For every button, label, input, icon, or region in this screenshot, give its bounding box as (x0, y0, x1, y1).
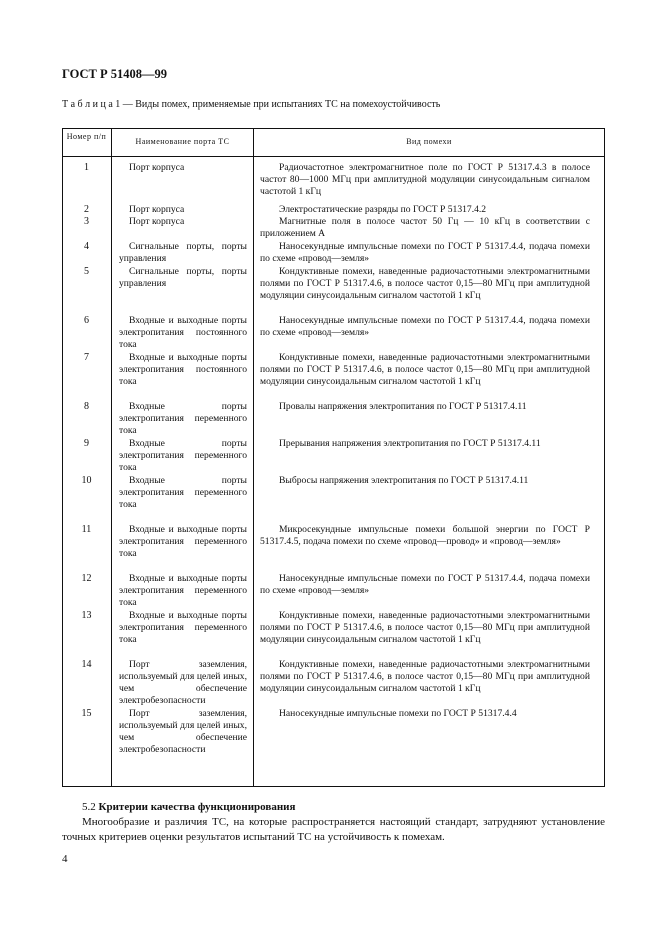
row-port-name: Порт заземления, используемый для целей иных, чем обеспечение электробезопасности (119, 708, 247, 755)
row-number: 3 (84, 216, 89, 227)
standard-header: ГОСТ Р 51408—99 (62, 67, 168, 81)
row-port-name: Входные и выходные порты электропитания переменного тока (119, 573, 247, 608)
row-interference-type: Радиочастотное электромагнитное поле по ГОСТ Р 51317.4.3 в полосе частот 80—1000 МГц при амплитудной модуляции синусоидальным сигналом частотой 1 кГц (260, 162, 590, 197)
section-title: Критерии качества функционирования (98, 801, 296, 813)
header-port: Наименование порта ТС (135, 137, 230, 146)
row-number: 9 (84, 438, 89, 449)
row-number: 2 (84, 204, 89, 215)
row-port-name: Порт корпуса (129, 216, 185, 227)
row-number: 12 (81, 573, 92, 584)
section-number: 5.2 (82, 801, 96, 813)
header-interference: Вид помехи (406, 137, 452, 146)
row-number: 10 (81, 475, 92, 486)
row-interference-type: Электростатические разряды по ГОСТ Р 51317.4.2 (279, 204, 487, 215)
row-interference-type: Кондуктивные помехи, наведенные радиочастотными электромагнитными полями по ГОСТ Р 51317.4.6, в полосе частот 0,15—80 МГц при амплитудной модуляции синусоидальным сигналом частотой 1 кГц (260, 610, 590, 645)
row-port-name: Сигнальные порты, порты управления (119, 266, 247, 289)
row-number: 4 (84, 241, 89, 252)
row-number: 6 (84, 315, 89, 326)
table-top-border (62, 128, 605, 129)
row-interference-type: Кондуктивные помехи, наведенные радиочастотными электромагнитными полями по ГОСТ Р 51317.4.6, в полосе частот 0,15—80 МГц при амплитудной модуляции синусоидальным сигналом частотой 1 кГц (260, 659, 590, 694)
row-interference-type: Наносекундные импульсные помехи по ГОСТ Р 51317.4.4, подача помехи по схеме «провод—земля» (260, 573, 590, 596)
section-5-2 (62, 800, 605, 845)
row-number: 14 (81, 659, 92, 670)
row-port-name: Входные порты электропитания переменного тока (119, 475, 247, 510)
row-number: 8 (84, 401, 89, 412)
row-number: 15 (81, 708, 92, 719)
section-paragraph: Многообразие и различия ТС, на которые распространяется настоящий стандарт, затрудняют установление точных критериев оценки результатов испытаний ТС на устойчивость к помехам. (62, 816, 605, 843)
row-port-name: Порт заземления, используемый для целей иных, чем обеспечение электробезопасности (119, 659, 247, 706)
row-number: 11 (81, 524, 92, 535)
row-interference-type: Прерывания напряжения электропитания по ГОСТ Р 51317.4.11 (279, 438, 541, 449)
row-interference-type: Выбросы напряжения электропитания по ГОСТ Р 51317.4.11 (279, 475, 529, 486)
row-port-name: Порт корпуса (129, 162, 185, 173)
row-port-name: Входные и выходные порты электропитания постоянного тока (119, 315, 247, 350)
row-port-name: Входные порты электропитания переменного тока (119, 438, 247, 473)
table-col-divider-1 (111, 128, 112, 787)
row-number: 5 (84, 266, 89, 277)
row-number: 7 (84, 352, 89, 363)
row-port-name: Входные порты электропитания переменного тока (119, 401, 247, 436)
row-interference-type: Наносекундные импульсные помехи по ГОСТ Р 51317.4.4, подача помехи по схеме «провод—земля» (260, 315, 590, 338)
section-title-line (62, 800, 605, 815)
table-right-border (604, 128, 605, 787)
row-interference-type: Микросекундные импульсные помехи большой энергии по ГОСТ Р 51317.4.5, подача помехи по схеме «провод—провод» и «провод—земля» (260, 524, 590, 547)
row-interference-type: Кондуктивные помехи, наведенные радиочастотными электромагнитными полями по ГОСТ Р 51317.4.6, в полосе частот 0,15—80 МГц при амплитудной модуляции синусоидальным сигналом частотой 1 кГц (260, 352, 590, 387)
row-interference-type: Магнитные поля в полосе частот 50 Гц — 10 кГц в соответствии с приложением А (260, 216, 590, 239)
row-port-name: Входные и выходные порты электропитания постоянного тока (119, 352, 247, 387)
row-number: 1 (84, 162, 89, 173)
row-port-name: Порт корпуса (129, 204, 185, 215)
row-port-name: Входные и выходные порты электропитания переменного тока (119, 524, 247, 559)
header-num: Номер п/п (66, 132, 107, 141)
table-bottom-border (62, 786, 605, 787)
row-interference-type: Кондуктивные помехи, наведенные радиочастотными электромагнитными полями по ГОСТ Р 51317.4.6, в полосе частот 0,15—80 МГц при амплитудной модуляции синусоидальным сигналом частотой 1 кГц (260, 266, 590, 301)
row-number: 13 (81, 610, 92, 621)
row-interference-type: Наносекундные импульсные помехи по ГОСТ Р 51317.4.4, подача помехи по схеме «провод—земля» (260, 241, 590, 264)
table-caption: Т а б л и ц а 1 — Виды помех, применяемые при испытаниях ТС на помехоустойчивость (62, 99, 441, 110)
table-header-divider (62, 156, 605, 157)
row-interference-type: Наносекундные импульсные помехи по ГОСТ Р 51317.4.4 (279, 708, 517, 719)
page-number: 4 (62, 853, 68, 865)
row-port-name: Сигнальные порты, порты управления (119, 241, 247, 264)
row-port-name: Входные и выходные порты электропитания переменного тока (119, 610, 247, 645)
row-interference-type: Провалы напряжения электропитания по ГОСТ Р 51317.4.11 (279, 401, 527, 412)
table-col-divider-2 (253, 128, 254, 787)
interference-table (62, 128, 605, 787)
